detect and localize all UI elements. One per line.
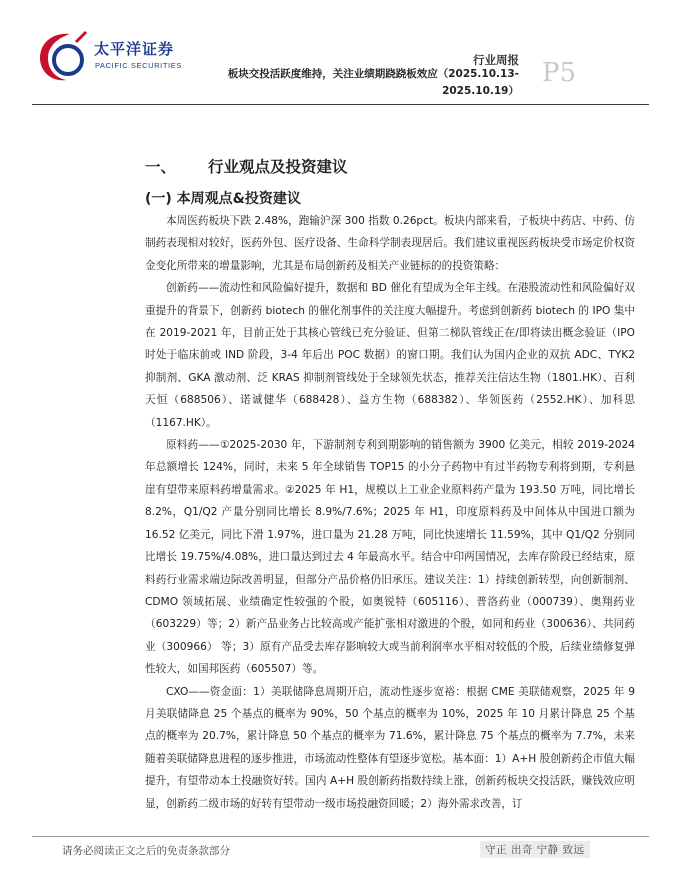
body-text: [145, 210, 635, 815]
logo-emblem-icon: [32, 28, 92, 86]
paragraph-overview: 本周医药板块下跌 2.48%，跑输沪深 300 指数 0.26pct。板块内部来看，子板块中药店、中药、仿制药表现相对较好，医药外包、医疗设备、生命科学制表现居后。我们建议重视医药板块受市场定价权资金变化所带来的增量影响，尤其是布局创新药及相关产业链标的的投资策略：: [145, 215, 635, 272]
footer-divider: [32, 836, 649, 837]
paragraph-cxo: CXO——资金面：1）美联储降息周期开启，流动性逐步宽裕：根据 CME 美联储观察，2025 年 9 月美联储降息 25 个基点的概率为 90%，50 个基点的概率为 10%，2025 年 10 月累计降息 25 个基点的概率为 20.7%，累计降息 50 个基点的概率为 71.6%，累计降息 75 个基点的概率为 7.7%，未来随着美联储降息进程的逐步推进，市场流动性整体有望逐步宽松。基本面：1）A+H 股创新药企市值大幅提升，有望带动本土投融资好转。国内 A+H 股创新药指数持续上涨，创新药板块交投活跃，赚钱效应明显，创新药二级市场的好转有望带动一级市场投融资回暖；2）海外需求改善，订: [145, 685, 635, 810]
logo-text-en: PACIFIC SECURITIES: [95, 61, 182, 70]
paragraph-innovative-drugs: 创新药——流动性和风险偏好提升，数据和 BD 催化有望成为全年主线。在港股流动性和风险偏好双重提升的背景下，创新药 biotech 的催化剂事件的关注度大幅提升。考虑到创新药 biotech 的 IPO 集中在 2019-2021 年，目前正处于其核心管线已充分验证、但第二梯队管线正在/即将读出概念验证（IPO 时处于临床前或 IND 阶段，3-4 年后出 POC 数据）的窗口期。我们认为国内企业的双抗 ADC、TYK2 抑制剂、GKA 激动剂、泛 KRAS 抑制剂管线处于全球领先状态，推荐关注信达生物（1801.HK）、百利天恒（688506）、诺诚健华（688428）、益方生物（688382）、华领医药（2552.HK）、加科思（1167.HK）。: [145, 282, 635, 429]
section-number: 一、: [145, 158, 177, 176]
page-number: P5: [542, 58, 577, 88]
section-heading: [145, 155, 348, 177]
logo-text-cn: 太平洋证券: [94, 40, 175, 58]
footer-slogan: 守正 出奇 宁静 致远: [480, 841, 590, 858]
subsection-heading: (一) 本周观点&投资建议: [145, 191, 301, 207]
header-divider: [32, 104, 649, 105]
footer-disclaimer: 请务必阅读正文之后的免责条款部分: [62, 845, 230, 857]
paragraph-api: 原料药——①2025-2030 年，下游制剂专利到期影响的销售额为 3900 亿美元，相较 2019-2024 年总额增长 124%，同时，未来 5 年全球销售 TOP15 的小分子药物中有过半药物专利将到期，专利悬崖有望带来原料药增量需求。②2025 年 H1，规模以上工业企业原料药产量为 193.50 万吨，同比增长 8.2%，Q1/Q2 产量分别同比增长 8.9%/7.6%；2025 年 H1，印度原料药及中间体从中国进口额为 16.52 亿美元，同比下滑 1.97%，进口量为 21.28 万吨，同比快速增长 11.59%，其中 Q1/Q2 分别同比增长 19.75%/4.08%，进口量达到过去 4 年最高水平。结合中印两国情况，去库存阶段已经结束，原料药行业需求端边际改善明显，但部分产品价格仍旧承压。建议关注：1）持续创新转型，向创新制剂、CDMO 领域拓展、业绩确定性较强的个股，如奥锐特（605116）、普洛药业（000739）、奥翔药业（603229）等；2）新产品业务占比较高或产能扩张相对激进的个股，如同和药业（300636）、共同药业（300966） 等；3）原有产品受去库存影响较大或当前利润率水平相对较低的个股，后续业绩修复弹性较大，如国邦医药（605507）等。: [145, 439, 635, 676]
report-title: 板块交投活跃度维持，关注业绩期跷跷板效应（2025.10.13-2025.10.19）: [227, 68, 519, 97]
report-type: 行业周报: [473, 53, 519, 67]
section-title: 行业观点及投资建议: [208, 158, 348, 176]
